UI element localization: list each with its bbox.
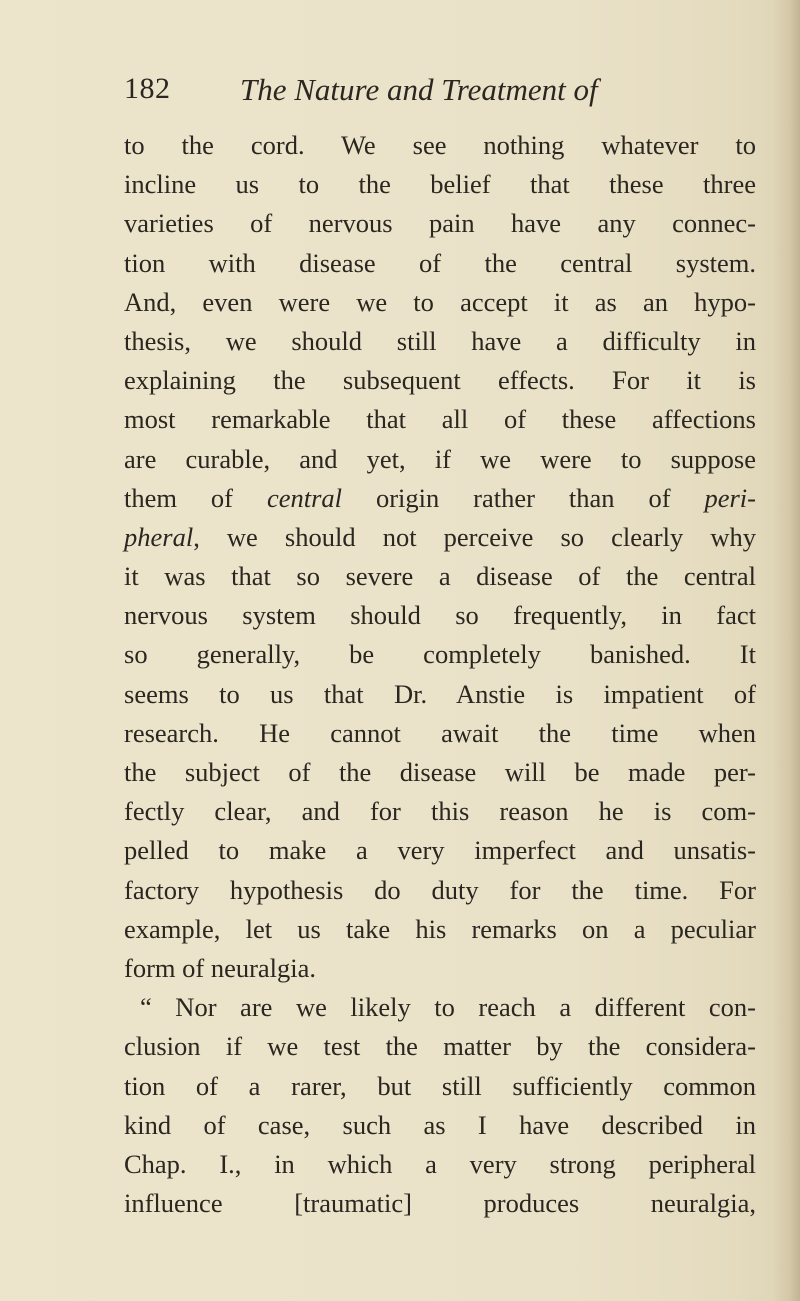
text-line: incline us to the belief that these three	[124, 169, 756, 200]
text-line: kind of case, such as I have described in	[124, 1109, 756, 1140]
text-line: it was that so severe a disease of the central	[124, 561, 756, 592]
text-line: research. He cannot await the time when	[124, 717, 756, 748]
text-line: nervous system should so frequently, in fact	[124, 600, 756, 631]
text-line: explaining the subsequent effects. For it is	[124, 365, 756, 396]
text-line: example, let us take his remarks on a peculiar	[124, 913, 756, 944]
text-line: factory hypothesis do duty for the time. For	[124, 874, 756, 905]
italic-word: pheral	[124, 521, 194, 552]
text-line: so generally, be completely banished. It	[124, 639, 756, 670]
text-line: are curable, and yet, if we were to suppose	[124, 443, 756, 474]
text-line: seems to us that Dr. Anstie is impatient of	[124, 678, 756, 709]
text-line: most remarkable that all of these affections	[124, 404, 756, 435]
text-line: influence [traumatic] produces neuralgia,	[124, 1188, 756, 1219]
text-line: fectly clear, and for this reason he is com-	[124, 796, 756, 827]
text-line: to the cord. We see nothing whatever to	[124, 130, 756, 160]
text-line	[124, 479, 756, 518]
body-text	[124, 126, 756, 1223]
text-line: And, even were we to accept it as an hypo-	[124, 286, 756, 317]
italic-word: central	[266, 482, 342, 513]
text-run: , we should not perceive so clearly why	[193, 521, 756, 552]
page-number: 182	[124, 72, 171, 105]
text-line: clusion if we test the matter by the considera-	[124, 1031, 756, 1062]
text-line: form of neuralgia.	[124, 952, 317, 983]
text-run: them of	[124, 482, 267, 513]
text-run: origin rather than of	[342, 482, 705, 513]
text-line: varieties of nervous pain have any connec-	[124, 208, 756, 239]
page-header	[124, 72, 744, 116]
text-line: tion of a rarer, but still sufficiently common	[124, 1070, 756, 1101]
text-line: the subject of the disease will be made per-	[124, 757, 756, 787]
text-line: “ Nor are we likely to reach a different con-	[140, 992, 756, 1023]
text-line: thesis, we should still have a difficulty in	[124, 325, 756, 356]
text-line: tion with disease of the central system.	[124, 247, 756, 278]
running-title: The Nature and Treatment of	[240, 72, 598, 107]
text-line	[124, 518, 756, 557]
italic-word: peri-	[704, 482, 756, 513]
text-line: pelled to make a very imperfect and unsatis-	[124, 835, 756, 866]
text-line: Chap. I., in which a very strong peripheral	[124, 1148, 756, 1179]
page-edge-shadow	[772, 0, 800, 1301]
